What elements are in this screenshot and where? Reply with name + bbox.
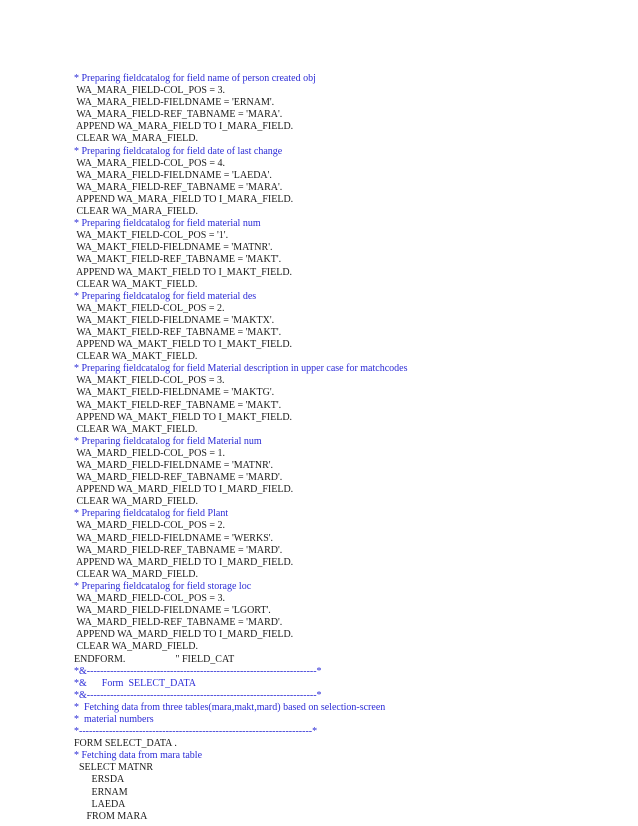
code-line: APPEND WA_MAKT_FIELD TO I_MAKT_FIELD. (74, 266, 293, 278)
code-comment-line: * Fetching data from mara table (74, 750, 203, 762)
code-line: APPEND WA_MARA_FIELD TO I_MARA_FIELD. (74, 121, 294, 133)
code-line: APPEND WA_MARD_FIELD TO I_MARD_FIELD. (74, 484, 294, 496)
code-comment-line: * Preparing fieldcatalog for field material des (74, 290, 257, 302)
code-line: SELECT MATNR (74, 762, 153, 774)
code-line: APPEND WA_MARD_FIELD TO I_MARD_FIELD. (74, 556, 294, 568)
code-comment-line: * Preparing fieldcatalog for field date of last change (74, 145, 283, 157)
code-line: WA_MAKT_FIELD-FIELDNAME = 'MATNR'. (74, 242, 273, 254)
code-line: CLEAR WA_MARD_FIELD. (74, 568, 198, 580)
code-line: ENDFORM. " FIELD_CAT (74, 653, 235, 665)
code-line: WA_MAKT_FIELD-REF_TABNAME = 'MAKT'. (74, 254, 282, 266)
code-line: CLEAR WA_MARD_FIELD. (74, 496, 198, 508)
code-line: WA_MARD_FIELD-REF_TABNAME = 'MARD'. (74, 617, 283, 629)
code-line: APPEND WA_MARA_FIELD TO I_MARA_FIELD. (74, 193, 294, 205)
code-comment-line: * Preparing fieldcatalog for field storage loc (74, 580, 252, 592)
code-line: WA_MARD_FIELD-COL_POS = 2. (74, 520, 226, 532)
code-comment-line: * Preparing fieldcatalog for field Plant (74, 508, 229, 520)
code-line: WA_MARA_FIELD-COL_POS = 4. (74, 157, 226, 169)
code-line: CLEAR WA_MARD_FIELD. (74, 641, 198, 653)
code-line: WA_MARD_FIELD-FIELDNAME = 'LGORT'. (74, 605, 271, 617)
code-line: WA_MAKT_FIELD-FIELDNAME = 'MAKTG'. (74, 387, 275, 399)
code-line: WA_MARA_FIELD-COL_POS = 3. (74, 85, 226, 97)
code-line: WA_MARD_FIELD-COL_POS = 1. (74, 447, 226, 459)
code-line: APPEND WA_MARD_FIELD TO I_MARD_FIELD. (74, 629, 294, 641)
code-line: CLEAR WA_MAKT_FIELD. (74, 351, 198, 363)
code-line: WA_MARD_FIELD-FIELDNAME = 'MATNR'. (74, 460, 274, 471)
code-comment-line: * Fetching data from three tables(mara,makt,mard) based on selection-screen (74, 701, 386, 713)
code-comment-line: * Preparing fieldcatalog for field Material num (74, 435, 262, 447)
abap-code-listing (74, 73, 614, 823)
code-line: LAEDA (74, 798, 126, 810)
code-line: CLEAR WA_MAKT_FIELD. (74, 278, 198, 290)
code-comment-line: * material numbers (74, 713, 154, 725)
code-line: WA_MARD_FIELD-FIELDNAME = 'WERKS'. (74, 532, 274, 544)
code-line: CLEAR WA_MAKT_FIELD. (74, 423, 198, 435)
code-line: WA_MAKT_FIELD-COL_POS = 3. (74, 375, 225, 387)
code-line: FORM SELECT_DATA . (74, 738, 177, 750)
code-comment-line: * Preparing fieldcatalog for field Material description in upper case for matchcodes (74, 363, 408, 375)
code-line: WA_MAKT_FIELD-COL_POS = '1'. (74, 230, 229, 242)
code-line: APPEND WA_MAKT_FIELD TO I_MAKT_FIELD. (74, 411, 293, 423)
code-divider-line: *----------------------------------------------------------------------* (74, 726, 318, 738)
code-line: CLEAR WA_MARA_FIELD. (74, 133, 198, 145)
code-line: WA_MAKT_FIELD-FIELDNAME = 'MAKTX'. (74, 314, 275, 326)
code-line: WA_MARA_FIELD-REF_TABNAME = 'MARA'. (74, 181, 283, 193)
code-divider-line: *&---------------------------------------------------------------------* (74, 665, 322, 677)
code-line: FROM MARA (74, 810, 148, 822)
code-line: WA_MARA_FIELD-FIELDNAME = 'ERNAM'. (74, 97, 275, 109)
code-line: WA_MAKT_FIELD-COL_POS = 2. (74, 302, 225, 314)
code-line: WA_MARA_FIELD-FIELDNAME = 'LAEDA'. (74, 169, 272, 181)
code-line: APPEND WA_MAKT_FIELD TO I_MAKT_FIELD. (74, 339, 293, 351)
code-line: ERNAM (74, 786, 128, 798)
code-comment-line: * Preparing fieldcatalog for field name of person created obj (74, 73, 316, 84)
code-comment-line: *& Form SELECT_DATA (74, 677, 196, 689)
code-line: WA_MAKT_FIELD-REF_TABNAME = 'MAKT'. (74, 326, 282, 338)
code-divider-line: *&---------------------------------------------------------------------* (74, 689, 322, 701)
code-line: WA_MARD_FIELD-REF_TABNAME = 'MARD'. (74, 544, 283, 556)
code-line: WA_MARA_FIELD-REF_TABNAME = 'MARA'. (74, 109, 283, 121)
code-line: CLEAR WA_MARA_FIELD. (74, 206, 198, 218)
code-line: WA_MARD_FIELD-REF_TABNAME = 'MARD'. (74, 472, 283, 484)
code-line: WA_MAKT_FIELD-REF_TABNAME = 'MAKT'. (74, 399, 282, 411)
code-line: ERSDA (74, 774, 125, 786)
code-line: WA_MARD_FIELD-COL_POS = 3. (74, 593, 226, 605)
code-comment-line: * Preparing fieldcatalog for field material num (74, 218, 261, 230)
